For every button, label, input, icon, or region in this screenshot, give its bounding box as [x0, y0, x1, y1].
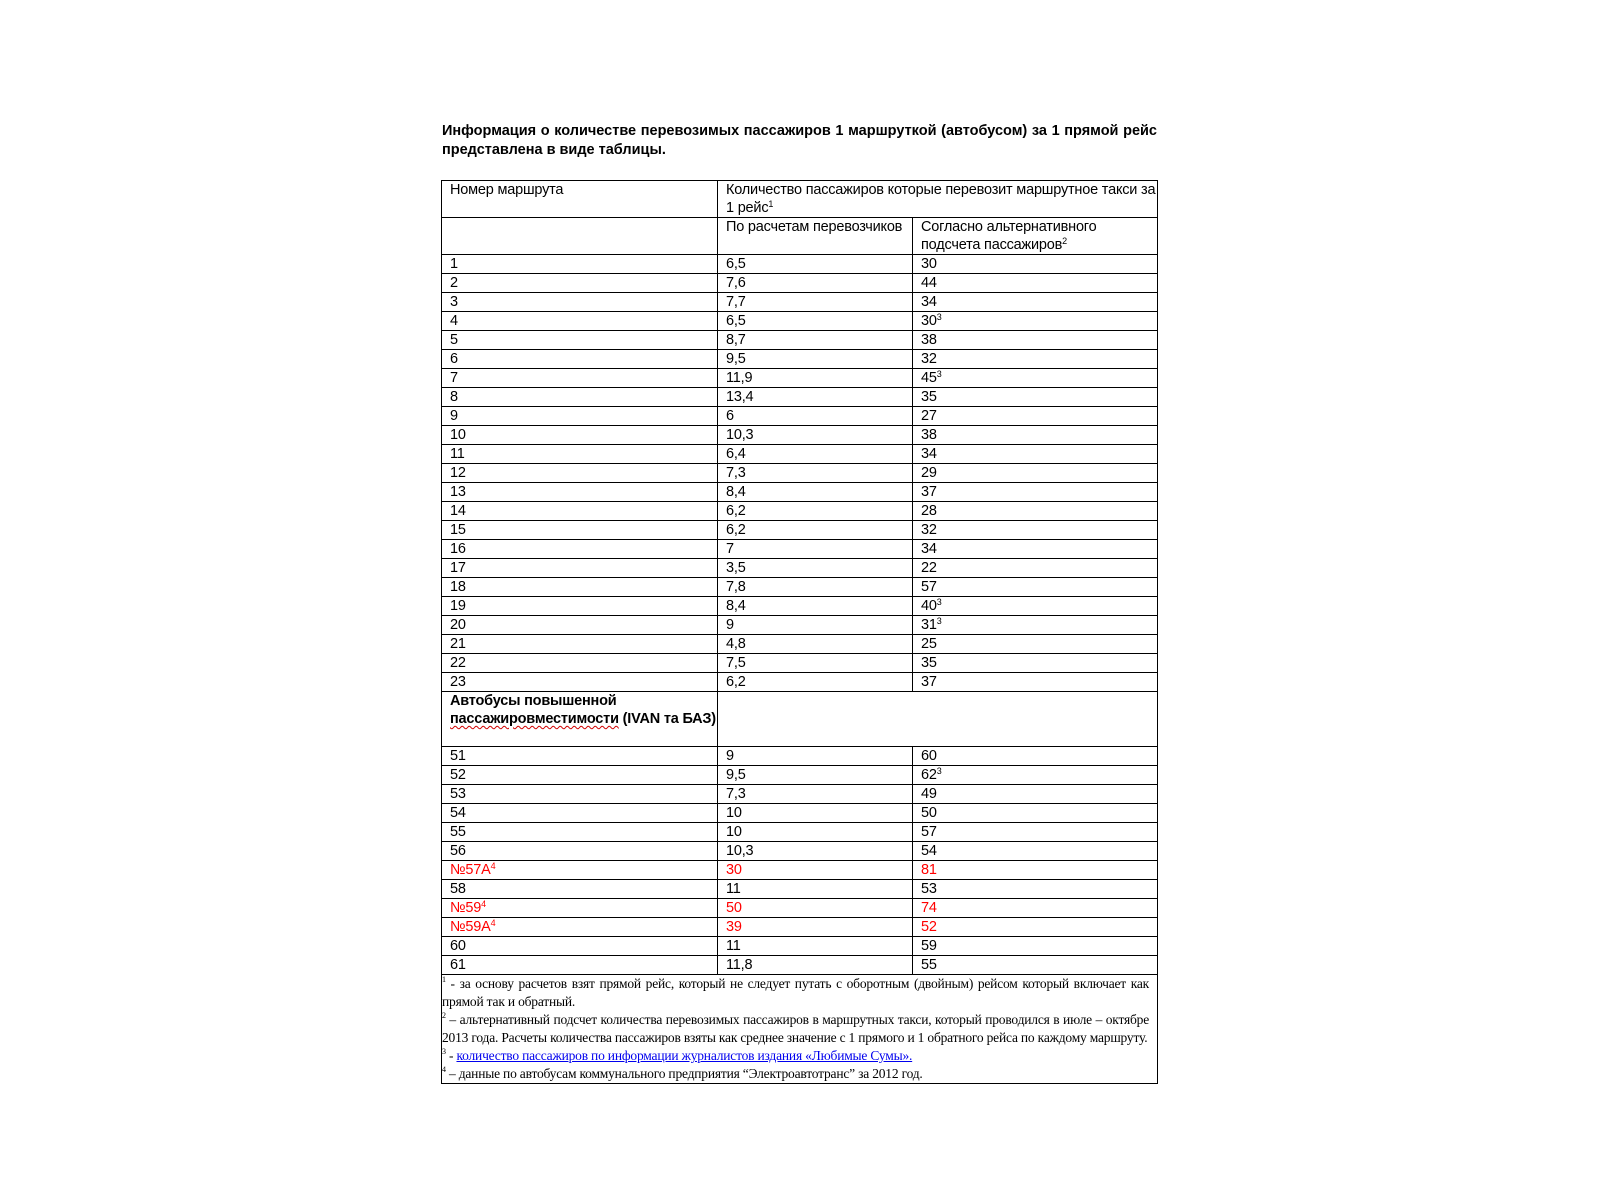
carriers-value-cell: 30	[718, 861, 913, 880]
alternative-value-cell: 81	[913, 861, 1158, 880]
alternative-value-cell: $40^3$	[913, 597, 1158, 616]
alternative-value-cell: 29	[913, 464, 1158, 483]
table-row	[442, 616, 1158, 635]
table-row	[442, 578, 1158, 597]
carriers-value-cell: 9,5	[718, 766, 913, 785]
alternative-value-cell: 52	[913, 918, 1158, 937]
carriers-value-cell: 7	[718, 540, 913, 559]
carriers-value-cell: 11	[718, 880, 913, 899]
header-empty-cell	[442, 218, 718, 255]
alternative-value-cell: 27	[913, 407, 1158, 426]
route-cell: 12	[442, 464, 718, 483]
footnote-ref: 4	[490, 918, 496, 928]
carriers-value-cell: 6,5	[718, 312, 913, 331]
footnotes-row	[442, 975, 1158, 1084]
carriers-value-cell: 39	[718, 918, 913, 937]
alternative-value-cell: $31^3$	[913, 616, 1158, 635]
alternative-value-cell: 57	[913, 578, 1158, 597]
source-link[interactable]: количество пассажиров по информации журналистов издания «Любимые Сумы».	[456, 1048, 913, 1063]
carriers-value-cell: 6,5	[718, 255, 913, 274]
carriers-value-cell: 11,8	[718, 956, 913, 975]
alternative-value-cell: 34	[913, 445, 1158, 464]
table-row	[442, 880, 1158, 899]
alternative-value-cell: 50	[913, 804, 1158, 823]
footnote-ref: 3	[936, 312, 942, 322]
alternative-value-cell: 38	[913, 331, 1158, 350]
table-row	[442, 673, 1158, 692]
alternative-value-cell: 32	[913, 350, 1158, 369]
alternative-value-cell: 55	[913, 956, 1158, 975]
carriers-value-cell: 8,4	[718, 483, 913, 502]
table-row	[442, 785, 1158, 804]
footnote: $^3$ - количество пассажиров по информации журналистов издания «Любимые Сумы».	[442, 1047, 913, 1063]
route-cell: 5	[442, 331, 718, 350]
table-row	[442, 747, 1158, 766]
carriers-value-cell: 6,2	[718, 673, 913, 692]
footnote-ref: 3	[936, 766, 942, 776]
alternative-value-cell: 57	[913, 823, 1158, 842]
table-row	[442, 388, 1158, 407]
table-row	[442, 464, 1158, 483]
route-cell: 10	[442, 426, 718, 445]
table-row	[442, 766, 1158, 785]
carriers-value-cell: 11,9	[718, 369, 913, 388]
table-row	[442, 842, 1158, 861]
table-row	[442, 502, 1158, 521]
table-row	[442, 483, 1158, 502]
carriers-value-cell: 13,4	[718, 388, 913, 407]
section-empty-cell	[718, 692, 1158, 747]
route-cell: 58	[442, 880, 718, 899]
carriers-value-cell: 7,3	[718, 464, 913, 483]
carriers-value-cell: 9,5	[718, 350, 913, 369]
route-cell: 61	[442, 956, 718, 975]
table-row	[442, 293, 1158, 312]
route-cell: $№57А^4$	[442, 861, 718, 880]
alternative-value-cell: 60	[913, 747, 1158, 766]
route-cell: 8	[442, 388, 718, 407]
footnote: $^1$ - за основу расчетов взят прямой рейс, который не следует путать с оборотным (двойным) рейсом который включает как прямой так и обратный.	[442, 975, 1150, 1009]
header-by-carriers: По расчетам перевозчиков	[718, 218, 913, 255]
route-cell: 17	[442, 559, 718, 578]
alternative-value-cell: 38	[913, 426, 1158, 445]
carriers-value-cell: 10,3	[718, 426, 913, 445]
alternative-value-cell: 28	[913, 502, 1158, 521]
route-cell: 21	[442, 635, 718, 654]
alternative-value-cell: 54	[913, 842, 1158, 861]
route-cell: 1	[442, 255, 718, 274]
carriers-value-cell: 9	[718, 747, 913, 766]
table-row	[442, 861, 1158, 880]
carriers-value-cell: 4,8	[718, 635, 913, 654]
alternative-value-cell: $45^3$	[913, 369, 1158, 388]
carriers-value-cell: 10,3	[718, 842, 913, 861]
alternative-value-cell: 32	[913, 521, 1158, 540]
alternative-value-cell: 35	[913, 654, 1158, 673]
route-cell: 2	[442, 274, 718, 293]
carriers-value-cell: 7,3	[718, 785, 913, 804]
footnote-ref: 1	[768, 199, 774, 209]
section-label: Автобусы повышенной пассажировместимости (IVAN та БАЗ)	[450, 693, 716, 727]
table-row	[442, 956, 1158, 975]
spellcheck-underline: пассажировместимости	[450, 711, 619, 727]
table-row	[442, 312, 1158, 331]
table-row	[442, 350, 1158, 369]
header-route-number: Номер маршрута	[442, 181, 718, 218]
table-row	[442, 407, 1158, 426]
carriers-value-cell: 7,6	[718, 274, 913, 293]
table-row	[442, 274, 1158, 293]
footnote-mark: 4	[442, 1065, 446, 1074]
table-row	[442, 654, 1158, 673]
carriers-value-cell: 10	[718, 823, 913, 842]
footnote-mark: 2	[442, 1011, 446, 1020]
table-row	[442, 899, 1158, 918]
carriers-value-cell: 8,4	[718, 597, 913, 616]
footnote-ref: 4	[490, 861, 496, 871]
alternative-value-cell: $30^3$	[913, 312, 1158, 331]
route-cell: 19	[442, 597, 718, 616]
footnote-ref: 2	[1062, 236, 1067, 246]
carriers-value-cell: 6	[718, 407, 913, 426]
carriers-value-cell: 7,7	[718, 293, 913, 312]
footnote-ref: 4	[481, 899, 486, 909]
route-cell: 15	[442, 521, 718, 540]
route-cell: 18	[442, 578, 718, 597]
route-cell: 7	[442, 369, 718, 388]
carriers-value-cell: 11	[718, 937, 913, 956]
alternative-value-cell: 74	[913, 899, 1158, 918]
route-cell: 11	[442, 445, 718, 464]
carriers-value-cell: 7,8	[718, 578, 913, 597]
alternative-value-cell: 37	[913, 673, 1158, 692]
table-row	[442, 369, 1158, 388]
route-cell: 60	[442, 937, 718, 956]
table-row	[442, 804, 1158, 823]
route-cell: $№59^4$	[442, 899, 718, 918]
table-row	[442, 540, 1158, 559]
alternative-value-cell: 44	[913, 274, 1158, 293]
route-cell: 54	[442, 804, 718, 823]
alternative-value-cell: 25	[913, 635, 1158, 654]
route-cell: 51	[442, 747, 718, 766]
alternative-value-cell: $62^3$	[913, 766, 1158, 785]
alternative-value-cell: 49	[913, 785, 1158, 804]
section-header-row	[442, 692, 1158, 747]
route-cell: $№59А^4$	[442, 918, 718, 937]
table-row	[442, 823, 1158, 842]
alternative-value-cell: 34	[913, 293, 1158, 312]
carriers-value-cell: 8,7	[718, 331, 913, 350]
alternative-value-cell: 30	[913, 255, 1158, 274]
table-row	[442, 445, 1158, 464]
footnote-mark: 3	[442, 1047, 446, 1056]
alternative-value-cell: 35	[913, 388, 1158, 407]
footnote-ref: 3	[936, 369, 942, 379]
table-row	[442, 559, 1158, 578]
table-row	[442, 597, 1158, 616]
alternative-value-cell: 59	[913, 937, 1158, 956]
footnotes-cell	[442, 975, 1158, 1084]
route-cell: 22	[442, 654, 718, 673]
table-row	[442, 426, 1158, 445]
alternative-value-cell: 22	[913, 559, 1158, 578]
route-cell: 16	[442, 540, 718, 559]
route-cell: 9	[442, 407, 718, 426]
carriers-value-cell: 6,2	[718, 521, 913, 540]
footnote-ref: 3	[936, 597, 942, 607]
passenger-table	[441, 180, 1158, 1084]
route-cell: 13	[442, 483, 718, 502]
carriers-value-cell: 50	[718, 899, 913, 918]
route-cell: 55	[442, 823, 718, 842]
route-cell: 52	[442, 766, 718, 785]
footnote: $^4$ – данные по автобусам коммунального предприятия “Электроавтотранс” за 2012 год.	[442, 1065, 923, 1081]
route-cell: 14	[442, 502, 718, 521]
carriers-value-cell: 3,5	[718, 559, 913, 578]
footnote: $^2$ – альтернативный подсчет количества перевозимых пассажиров в маршрутных такси, который проводился в июле – октябре 2013 года. Расчеты количества пассажиров взяты как среднее значение с 1 прямого и 1 обратного рейса по каждому маршруту.	[442, 1011, 1150, 1045]
header-passenger-count: Количество пассажиров которые перевозит маршрутное такси за 1 рейс$^1$	[718, 181, 1158, 218]
table-row	[442, 521, 1158, 540]
footnote-mark: 1	[442, 975, 446, 984]
header-row-1	[442, 181, 1158, 218]
route-cell: 3	[442, 293, 718, 312]
table-row	[442, 255, 1158, 274]
document-title: Информация о количестве перевозимых пассажиров 1 маршруткой (автобусом) за 1 прямой рейс представлена в виде таблицы.	[442, 123, 1157, 158]
table-row	[442, 937, 1158, 956]
table-row	[442, 918, 1158, 937]
header-by-alternative: Согласно альтернативного подсчета пассажиров$^2$	[913, 218, 1158, 255]
carriers-value-cell: 6,2	[718, 502, 913, 521]
route-cell: 53	[442, 785, 718, 804]
section-label-cell	[442, 692, 718, 747]
route-cell: 4	[442, 312, 718, 331]
carriers-value-cell: 9	[718, 616, 913, 635]
footnote-ref: 3	[936, 616, 942, 626]
carriers-value-cell: 6,4	[718, 445, 913, 464]
route-cell: 56	[442, 842, 718, 861]
carriers-value-cell: 10	[718, 804, 913, 823]
table-row	[442, 331, 1158, 350]
header-row-2	[442, 218, 1158, 255]
route-cell: 6	[442, 350, 718, 369]
alternative-value-cell: 34	[913, 540, 1158, 559]
document-page	[441, 122, 1157, 1084]
table-row	[442, 635, 1158, 654]
carriers-value-cell: 7,5	[718, 654, 913, 673]
alternative-value-cell: 53	[913, 880, 1158, 899]
alternative-value-cell: 37	[913, 483, 1158, 502]
route-cell: 23	[442, 673, 718, 692]
route-cell: 20	[442, 616, 718, 635]
